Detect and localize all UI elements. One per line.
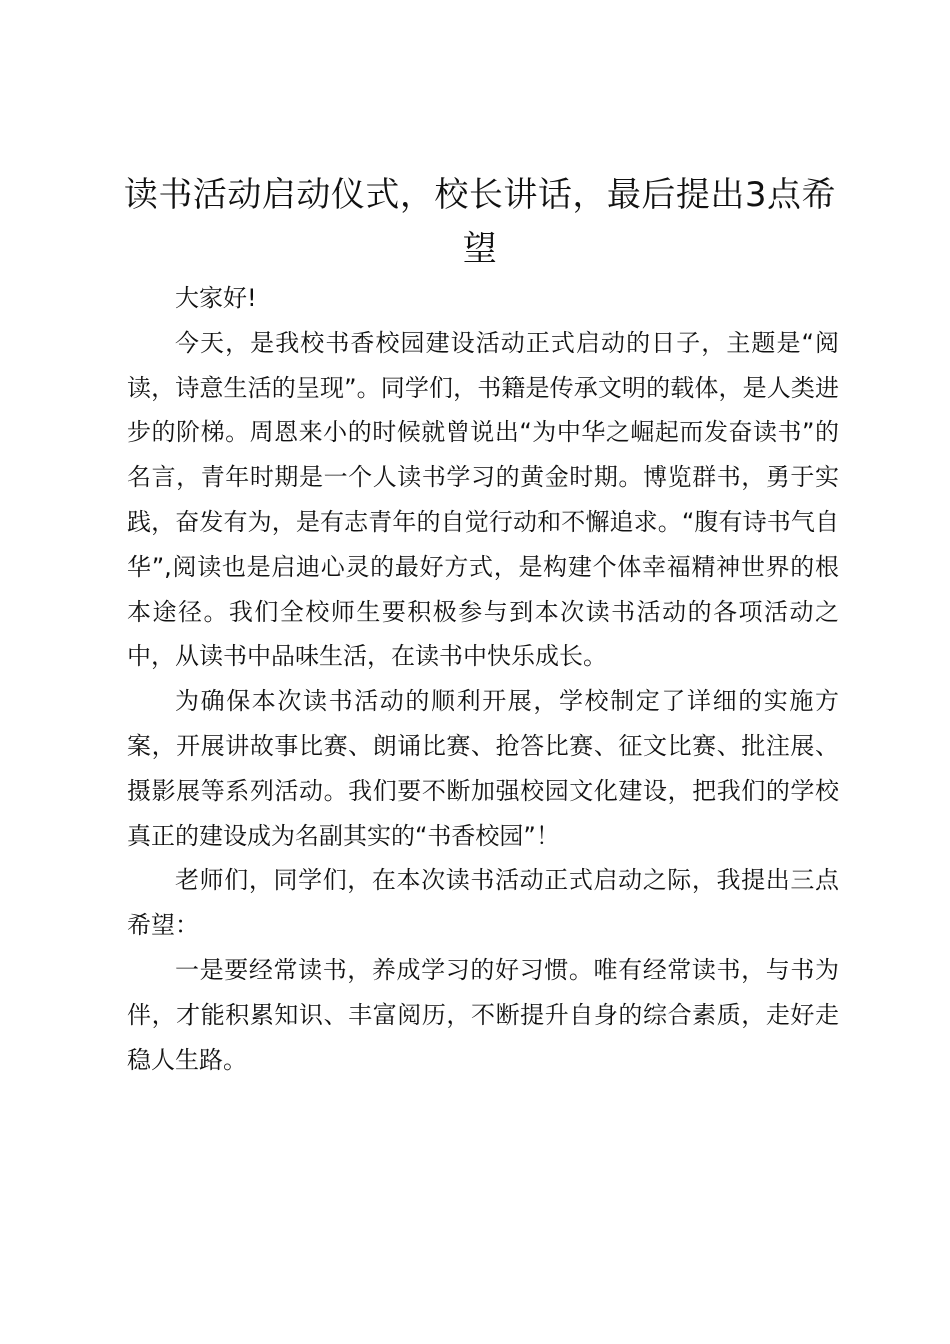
paragraph-activity-plan: 为确保本次读书活动的顺利开展，学校制定了详细的实施方案，开展讲故事比赛、朗诵比赛、抢答比赛、征文比赛、批注展、摄影展等系列活动。我们要不断加强校园文化建设，把我们的学校真正的建设成为名副其实的“书香校园”！ — [127, 687, 839, 850]
document-body — [127, 276, 839, 1082]
document-title: 读书活动启动仪式，校长讲话，最后提出3点希望 — [123, 175, 837, 269]
paragraph-hope-one: 一是要经常读书，养成学习的好习惯。唯有经常读书，与书为伴，才能积累知识、丰富阅历，不断提升自身的综合素质，走好走稳人生路。 — [127, 955, 839, 1074]
paragraph-greeting: 大家好! — [175, 284, 257, 312]
paragraph-hopes-intro: 老师们，同学们，在本次读书活动正式启动之际，我提出三点希望： — [127, 866, 839, 940]
paragraph-introduction: 今天，是我校书香校园建设活动正式启动的日子，主题是“阅读，诗意生活的呈现”。同学们，书籍是传承文明的载体，是人类进步的阶梯。周恩来小的时候就曾说出“为中华之崛起而发奋读书”的名言，青年时期是一个人读书学习的黄金时期。博览群书，勇于实践，奋发有为，是有志青年的自觉行动和不懈追求。“腹有诗书气自华”,阅读也是启迪心灵的最好方式，是构建个体幸福精神世界的根本途径。我们全校师生要积极参与到本次读书活动的各项活动之中，从读书中品味生活，在读书中快乐成长。 — [127, 328, 839, 671]
